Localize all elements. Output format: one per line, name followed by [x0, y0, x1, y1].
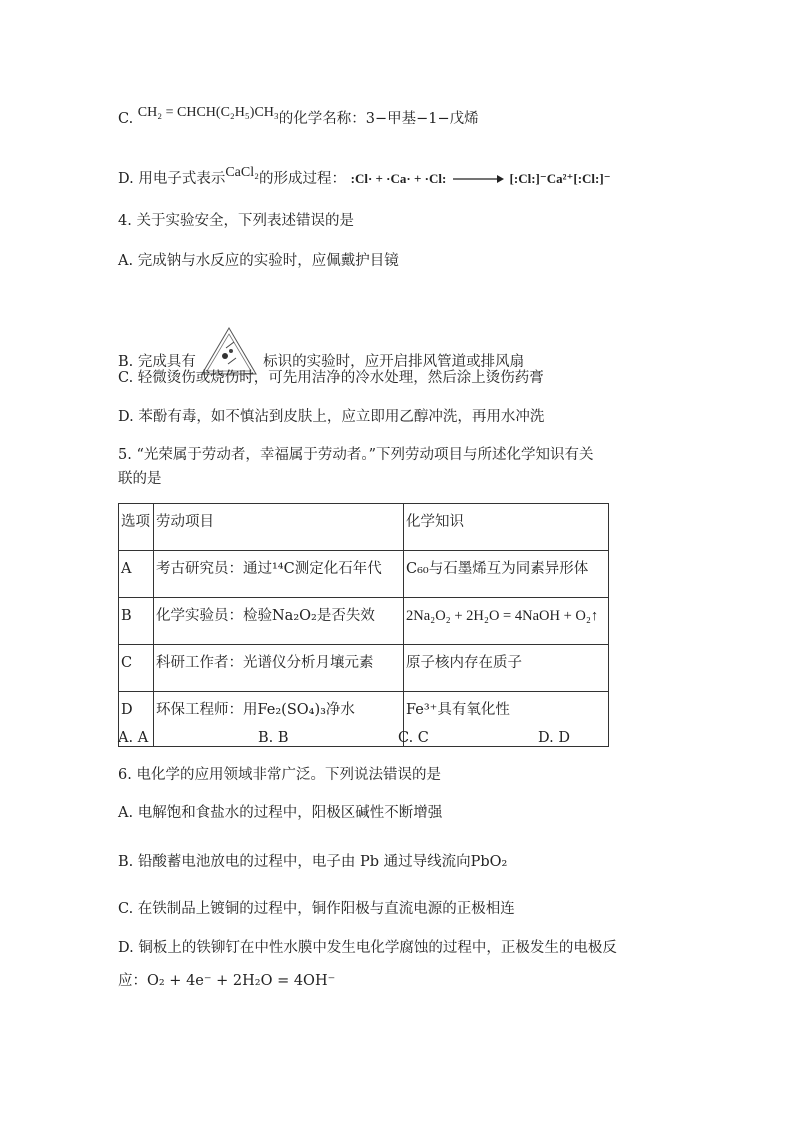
- table-cell: 环保工程师：用Fe₂(SO₄)₃净水: [154, 692, 404, 747]
- table-cell: Fe³⁺具有氧化性: [404, 692, 609, 747]
- table-cell: C: [119, 645, 154, 692]
- table-cell: 科研工作者：光谱仪分析月壤元素: [154, 645, 404, 692]
- q3-c-formula: CH₂ = CHCH(C₂H₅)CH₃: [137, 105, 279, 120]
- table-cell: 化学实验员：检验Na₂O₂是否失效: [154, 598, 404, 645]
- q4-option-c: C. 轻微烫伤或烧伤时，可先用洁净的冷水处理，然后涂上烫伤药膏: [118, 370, 544, 386]
- q3-d-formula: CaCl₂: [225, 165, 259, 180]
- q5-options: [118, 727, 678, 749]
- q5-stem-line1: 5. “光荣属于劳动者，幸福属于劳动者。”下列劳动项目与所述化学知识有关: [118, 447, 594, 463]
- q6-option-a: A. 电解饱和食盐水的过程中，阳极区碱性不断增强: [118, 805, 443, 821]
- table-header-row: [119, 504, 609, 551]
- reaction-arrow-icon: [451, 174, 505, 184]
- q4-option-a: A. 完成钠与水反应的实验时，应佩戴护目镜: [118, 253, 399, 269]
- q5-table: [118, 503, 609, 747]
- q6-option-d-line2: 应：O₂ + 4e⁻ + 2H₂O = 4OH⁻: [118, 973, 336, 989]
- q6-option-c: C. 在铁制品上镀铜的过程中，铜作阳极与直流电源的正极相连: [118, 901, 515, 917]
- q5-option-a: A. A: [118, 730, 149, 746]
- q3-option-d: D. 用电子式表示CaCl₂的形成过程： :Cl· + ·Ca· + ·Cl: [:Cl:]⁻Ca²⁺[:Cl:]⁻: [118, 165, 611, 187]
- q5-stem-line2: 联的是: [118, 471, 162, 487]
- table-cell: D: [119, 692, 154, 747]
- table-row: [119, 551, 609, 598]
- table-cell: 原子核内存在质子: [404, 645, 609, 692]
- table-row: [119, 645, 609, 692]
- q6-option-d-line1: D. 铜板上的铁铆钉在中性水膜中发生电化学腐蚀的过程中，正极发生的电极反: [118, 940, 617, 956]
- electron-formula-lhs: :Cl· + ·Ca· + ·Cl:: [350, 171, 447, 186]
- header-cell: 选项: [119, 504, 154, 551]
- table-cell: 2Na₂O₂ + 2H₂O = 4NaOH + O₂↑: [404, 598, 609, 645]
- electron-formula-rhs: [:Cl:]⁻Ca²⁺[:Cl:]⁻: [509, 171, 611, 186]
- q5-option-d: D. D: [538, 730, 570, 746]
- q3-option-c: C. CH₂ = CHCH(C₂H₅)CH₃的化学名称：3−甲基−1−戊烯: [118, 105, 479, 127]
- table-row: [119, 598, 609, 645]
- header-cell: 劳动项目: [154, 504, 404, 551]
- q4-option-d: D. 苯酚有毒，如不慎沾到皮肤上，应立即用乙醇冲洗，再用水冲洗: [118, 409, 545, 425]
- table-cell: B: [119, 598, 154, 645]
- q5-option-c: C. C: [398, 730, 429, 746]
- table-cell: 考古研究员：通过¹⁴C测定化石年代: [154, 551, 404, 598]
- header-cell: 化学知识: [404, 504, 609, 551]
- q6-stem: 6. 电化学的应用领域非常广泛。下列说法错误的是: [118, 767, 441, 783]
- q4-stem: 4. 关于实验安全，下列表述错误的是: [118, 213, 354, 229]
- q5-option-b: B. B: [258, 730, 289, 746]
- table-cell: C₆₀与石墨烯互为同素异形体: [404, 551, 609, 598]
- q4-option-b: B. 完成具有 标识的实验时，应开启排风管道或排风扇: [118, 326, 524, 376]
- q6-option-b: B. 铅酸蓄电池放电的过程中，电子由 Pb 通过导线流向PbO₂: [118, 854, 508, 870]
- table-cell: A: [119, 551, 154, 598]
